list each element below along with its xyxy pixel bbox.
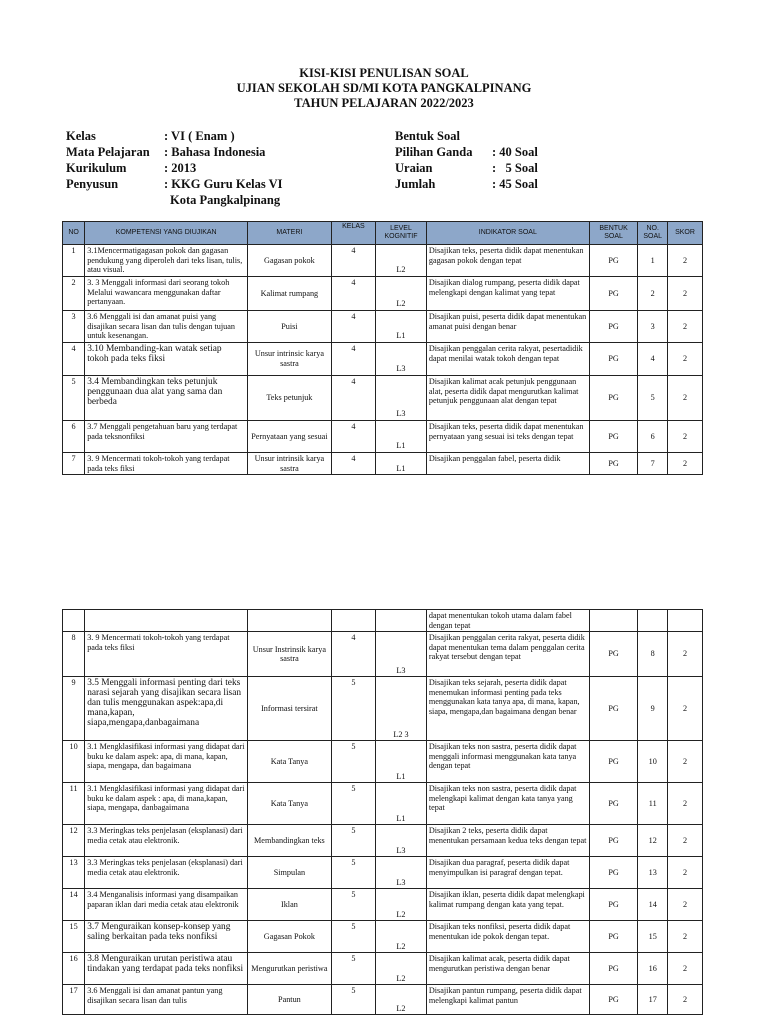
doc-title-line-3: TAHUN PELAJARAN 2022/2023 — [294, 96, 474, 110]
col-nosoal: NO. SOAL — [638, 222, 668, 245]
table-row — [63, 453, 703, 475]
row-nosoal: 5 — [638, 376, 668, 421]
row-level: L3 — [376, 632, 427, 677]
info_right-label: Uraian — [395, 161, 433, 175]
table-row — [63, 783, 703, 825]
row-skor: 2 — [668, 677, 703, 741]
row-level: L3 — [376, 376, 427, 421]
row-nosoal: 13 — [638, 857, 668, 889]
row-no: 16 — [63, 953, 85, 985]
row-skor: 2 — [668, 421, 703, 453]
doc-title-line-2: UJIAN SEKOLAH SD/MI KOTA PANGKALPINANG — [236, 81, 532, 95]
info_left-value: : VI ( Enam ) — [164, 129, 235, 143]
kisi-table-1 — [62, 221, 703, 475]
row-no: 11 — [63, 783, 85, 825]
row-materi: Unsur intrinsik karya sastra — [248, 453, 332, 475]
row-no: 5 — [63, 376, 85, 421]
row-skor: 2 — [668, 953, 703, 985]
col-skor: SKOR — [668, 222, 703, 245]
table-row — [63, 677, 703, 741]
row-indikator: Disajikan puisi, peserta didik dapat menentukan amanat puisi dengan benar — [426, 311, 589, 343]
row-kompetensi: 3.4 Membandingkan teks petunjuk penggunaan dua alat yang sama dan berbeda — [85, 376, 248, 421]
row-kompetensi: 3.10 Membanding-kan watak setiap tokoh pada teks fiksi — [85, 343, 248, 376]
row-bentuk: PG — [589, 311, 638, 343]
info_right-label: Jumlah — [395, 177, 436, 191]
row-bentuk: PG — [589, 783, 638, 825]
row-nosoal: 3 — [638, 311, 668, 343]
row-level: L2 — [376, 245, 427, 277]
row-materi: Mengurutkan peristiwa — [248, 953, 332, 985]
row-indikator: Disajikan teks non sastra, peserta didik dapat menggali informasi menggunakan kata tanya dengan tepat — [426, 741, 589, 783]
row-level: L1 — [376, 311, 427, 343]
row-skor: 2 — [668, 277, 703, 311]
row-kompetensi: 3.1Mencermatigagasan pokok dan gagasan pendukung yang diperoleh dari teks lisan, tulis, atau visual. — [85, 245, 248, 277]
row-kelas: 5 — [331, 985, 375, 1015]
row-nosoal: 1 — [638, 245, 668, 277]
row-no: 9 — [63, 677, 85, 741]
row-kompetensi: 3. 9 Mencermati tokoh-tokoh yang terdapat pada teks fiksi — [85, 632, 248, 677]
row-no: 6 — [63, 421, 85, 453]
table-row — [63, 921, 703, 953]
row-indikator: Disajikan dua paragraf, peserta didik dapat menyimpulkan isi paragraf dengan tepat. — [426, 857, 589, 889]
row-kelas: 4 — [331, 311, 375, 343]
row-kelas: 5 — [331, 825, 375, 857]
row-level: L2 — [376, 277, 427, 311]
row-materi: Gagasan pokok — [248, 245, 332, 277]
row-materi: Gagasan Pokok — [248, 921, 332, 953]
row-materi: Pernyataan yang sesuai — [248, 421, 332, 453]
row-bentuk — [589, 610, 638, 632]
row-indikator: Disajikan teks sejarah, peserta didik dapat menemukan informasi penting pada teks menggunakan kata tanya apa, di mana, kapan, siapa, mengapa,dan bagaimana dengan benar — [426, 677, 589, 741]
row-skor: 2 — [668, 921, 703, 953]
row-bentuk: PG — [589, 985, 638, 1015]
row-kelas: 5 — [331, 741, 375, 783]
row-level: L2 — [376, 921, 427, 953]
row-level: L3 — [376, 857, 427, 889]
info_right-value: : 40 Soal — [492, 145, 538, 159]
row-bentuk: PG — [589, 343, 638, 376]
row-no — [63, 610, 85, 632]
row-nosoal: 6 — [638, 421, 668, 453]
table-row — [63, 889, 703, 921]
row-indikator: Disajikan teks, peserta didik dapat menentukan gagasan pokok dengan tepat — [426, 245, 589, 277]
col-level: LEVEL KOGNITIF — [376, 222, 427, 245]
row-bentuk: PG — [589, 245, 638, 277]
info_left-value: : Bahasa Indonesia — [164, 145, 266, 159]
row-kelas: 4 — [331, 343, 375, 376]
table-row — [63, 610, 703, 632]
table-row — [63, 985, 703, 1015]
row-kompetensi: 3.1 Mengklasifikasi informasi yang didapat dari buku ke dalam aspek: apa, di mana, kapan, siapa, mengapa, dan bagaimana — [85, 741, 248, 783]
row-nosoal: 17 — [638, 985, 668, 1015]
row-bentuk: PG — [589, 421, 638, 453]
row-indikator: Disajikan penggalan fabel, peserta didik — [426, 453, 589, 475]
row-kompetensi: 3.5 Menggali informasi penting dari teks narasi sejarah yang disajikan secara lisan dan tulis menggunakan aspek:apa,di mana,kapan, siapa,mengapa,danbagaimana — [85, 677, 248, 741]
row-bentuk: PG — [589, 889, 638, 921]
row-kelas: 5 — [331, 677, 375, 741]
info_left-label: Penyusun — [66, 177, 119, 191]
doc-title-line-1: KISI-KISI PENULISAN SOAL — [299, 66, 469, 80]
col-materi: MATERI — [248, 222, 332, 245]
row-bentuk: PG — [589, 453, 638, 475]
table-row — [63, 343, 703, 376]
row-nosoal: 14 — [638, 889, 668, 921]
row-indikator: dapat menentukan tokoh utama dalam fabel dengan tepat — [426, 610, 589, 632]
row-no: 12 — [63, 825, 85, 857]
row-indikator: Disajikan teks, peserta didik dapat menentukan pernyataan yang sesuai isi teks dengan tepat — [426, 421, 589, 453]
row-skor: 2 — [668, 632, 703, 677]
row-bentuk: PG — [589, 953, 638, 985]
table-row — [63, 953, 703, 985]
row-kompetensi — [85, 610, 248, 632]
table-row — [63, 311, 703, 343]
row-kelas: 4 — [331, 376, 375, 421]
row-nosoal: 4 — [638, 343, 668, 376]
row-indikator: Disajikan pantun rumpang, peserta didik dapat melengkapi kalimat pantun — [426, 985, 589, 1015]
table-row — [63, 632, 703, 677]
row-materi: Informasi tersirat — [248, 677, 332, 741]
row-no: 17 — [63, 985, 85, 1015]
row-kompetensi: 3. 3 Menggali informasi dari seorang tokoh Melalui wawancara menggunakan daftar pertanyaan. — [85, 277, 248, 311]
table-row — [63, 825, 703, 857]
info_right-label: Pilihan Ganda — [395, 145, 473, 159]
row-kelas: 4 — [331, 277, 375, 311]
row-materi: Kalimat rumpang — [248, 277, 332, 311]
row-materi: Kata Tanya — [248, 783, 332, 825]
row-indikator: Disajikan kalimat acak petunjuk penggunaan alat, peserta didik dapat mengurutkan kalimat petunjuk penggunaan alat dengan tepat — [426, 376, 589, 421]
row-indikator: Disajikan teks nonfiksi, peserta didik dapat menentukan ide pokok dengan tepat. — [426, 921, 589, 953]
row-kompetensi: 3.3 Meringkas teks penjelasan (eksplanasi) dari media cetak atau elektronik. — [85, 825, 248, 857]
row-level: L3 — [376, 343, 427, 376]
row-materi: Membandingkan teks — [248, 825, 332, 857]
row-nosoal: 15 — [638, 921, 668, 953]
row-skor: 2 — [668, 985, 703, 1015]
info_left-value: : KKG Guru Kelas VI — [164, 177, 283, 191]
row-level: L1 — [376, 741, 427, 783]
row-indikator: Disajikan dialog rumpang, peserta didik dapat melengkapi dengan kalimat yang tepat — [426, 277, 589, 311]
row-nosoal: 11 — [638, 783, 668, 825]
row-skor: 2 — [668, 376, 703, 421]
row-no: 3 — [63, 311, 85, 343]
info_left-label: Mata Pelajaran — [66, 145, 150, 159]
row-skor: 2 — [668, 311, 703, 343]
row-kelas: 4 — [331, 421, 375, 453]
row-skor: 2 — [668, 857, 703, 889]
info_left-label: Kelas — [66, 129, 96, 143]
info_left-value: Kota Pangkalpinang — [170, 193, 281, 207]
row-materi: Kata Tanya — [248, 741, 332, 783]
table-header-row — [63, 222, 703, 245]
row-level: L3 — [376, 825, 427, 857]
row-kompetensi: 3.7 Menguraikan konsep-konsep yang saling berkaitan pada teks nonfiksi — [85, 921, 248, 953]
row-level: L1 — [376, 421, 427, 453]
row-indikator: Disajikan penggalan cerita rakyat, pesertadidik dapat menilai watak tokoh dengan tepat — [426, 343, 589, 376]
row-level: L1 — [376, 453, 427, 475]
row-nosoal: 7 — [638, 453, 668, 475]
row-kompetensi: 3.7 Menggali pengetahuan baru yang terdapat pada teksnonfiksi — [85, 421, 248, 453]
col-bentuk: BENTUK SOAL — [589, 222, 638, 245]
row-skor: 2 — [668, 889, 703, 921]
row-indikator: Disajikan 2 teks, peserta didik dapat menentukan persamaan kedua teks dengan tepat — [426, 825, 589, 857]
info_right-value: : 5 Soal — [492, 161, 538, 175]
row-no: 7 — [63, 453, 85, 475]
row-kelas: 5 — [331, 953, 375, 985]
row-indikator: Disajikan teks non sastra, peserta didik dapat melengkapi kalimat dengan kata tanya yang tepat — [426, 783, 589, 825]
table-row — [63, 277, 703, 311]
info_left-value: : 2013 — [164, 161, 197, 175]
row-skor: 2 — [668, 783, 703, 825]
row-indikator: Disajikan kalimat acak, peserta didik dapat mengurutkan peristiwa dengan benar — [426, 953, 589, 985]
row-kompetensi: 3.6 Menggali isi dan amanat puisi yang disajikan secara lisan dan tulis dengan tujuan untuk kesenangan. — [85, 311, 248, 343]
row-bentuk: PG — [589, 825, 638, 857]
row-bentuk: PG — [589, 277, 638, 311]
row-no: 15 — [63, 921, 85, 953]
row-bentuk: PG — [589, 677, 638, 741]
table-row — [63, 376, 703, 421]
row-bentuk: PG — [589, 857, 638, 889]
col-kelas: KELAS — [331, 222, 375, 245]
row-nosoal: 8 — [638, 632, 668, 677]
row-no: 4 — [63, 343, 85, 376]
row-kompetensi: 3.8 Menguraikan urutan peristiwa atau tindakan yang terdapat pada teks nonfiksi — [85, 953, 248, 985]
row-kompetensi: 3.6 Menggali isi dan amanat pantun yang disajikan secara lisan dan tulis — [85, 985, 248, 1015]
row-materi: Puisi — [248, 311, 332, 343]
row-materi — [248, 610, 332, 632]
row-level: L1 — [376, 783, 427, 825]
row-no: 8 — [63, 632, 85, 677]
info_right-label: Bentuk Soal — [395, 129, 460, 143]
row-kelas: 4 — [331, 245, 375, 277]
row-kompetensi: 3.4 Menganalisis informasi yang disampaikan paparan iklan dari media cetak atau elektronik — [85, 889, 248, 921]
row-skor: 2 — [668, 825, 703, 857]
row-bentuk: PG — [589, 741, 638, 783]
row-skor — [668, 610, 703, 632]
row-kelas: 5 — [331, 889, 375, 921]
row-materi: Pantun — [248, 985, 332, 1015]
row-materi: Unsur intrinsic karya sastra — [248, 343, 332, 376]
row-nosoal: 9 — [638, 677, 668, 741]
info_left-label: Kurikulum — [66, 161, 127, 175]
row-level: L2 — [376, 953, 427, 985]
row-no: 14 — [63, 889, 85, 921]
row-materi: Unsur Instrinsik karya sastra — [248, 632, 332, 677]
table-row — [63, 421, 703, 453]
table-row — [63, 741, 703, 783]
col-no: NO — [63, 222, 85, 245]
row-kelas: 5 — [331, 921, 375, 953]
row-level: L2 3 — [376, 677, 427, 741]
row-no: 10 — [63, 741, 85, 783]
row-no: 2 — [63, 277, 85, 311]
row-nosoal: 16 — [638, 953, 668, 985]
row-kelas: 4 — [331, 453, 375, 475]
row-skor: 2 — [668, 741, 703, 783]
row-no: 13 — [63, 857, 85, 889]
row-skor: 2 — [668, 245, 703, 277]
row-nosoal: 10 — [638, 741, 668, 783]
col-kompetensi: KOMPETENSI YANG DIUJIKAN — [85, 222, 248, 245]
row-bentuk: PG — [589, 376, 638, 421]
row-materi: Simpulan — [248, 857, 332, 889]
row-nosoal — [638, 610, 668, 632]
row-indikator: Disajikan penggalan cerita rakyat, peserta didik dapat menentukan tema dalam penggalan cerita rakyat tersebut dengan tepat — [426, 632, 589, 677]
row-kompetensi: 3.1 Mengklasifikasi informasi yang didapat dari buku ke dalam aspek : apa, di mana,kapan, siapa, mengapa, danbagaimana — [85, 783, 248, 825]
row-bentuk: PG — [589, 632, 638, 677]
row-level — [376, 610, 427, 632]
row-kelas: 5 — [331, 783, 375, 825]
row-nosoal: 12 — [638, 825, 668, 857]
row-kompetensi: 3.3 Meringkas teks penjelasan (eksplanasi) dari media cetak atau elektronik. — [85, 857, 248, 889]
row-kompetensi: 3. 9 Mencermati tokoh-tokoh yang terdapat pada teks fiksi — [85, 453, 248, 475]
kisi-table-2 — [62, 609, 703, 1015]
row-nosoal: 2 — [638, 277, 668, 311]
col-indikator: INDIKATOR SOAL — [426, 222, 589, 245]
row-materi: Teks petunjuk — [248, 376, 332, 421]
row-skor: 2 — [668, 453, 703, 475]
row-kelas — [331, 610, 375, 632]
row-no: 1 — [63, 245, 85, 277]
row-kelas: 5 — [331, 857, 375, 889]
table-row — [63, 857, 703, 889]
table-row — [63, 245, 703, 277]
info_right-value: : 45 Soal — [492, 177, 538, 191]
row-level: L2 — [376, 889, 427, 921]
row-indikator: Disajikan iklan, peserta didik dapat melengkapi kalimat rumpang dengan kata yang tepat. — [426, 889, 589, 921]
row-level: L2 — [376, 985, 427, 1015]
row-bentuk: PG — [589, 921, 638, 953]
row-kelas: 4 — [331, 632, 375, 677]
row-skor: 2 — [668, 343, 703, 376]
row-materi: Iklan — [248, 889, 332, 921]
